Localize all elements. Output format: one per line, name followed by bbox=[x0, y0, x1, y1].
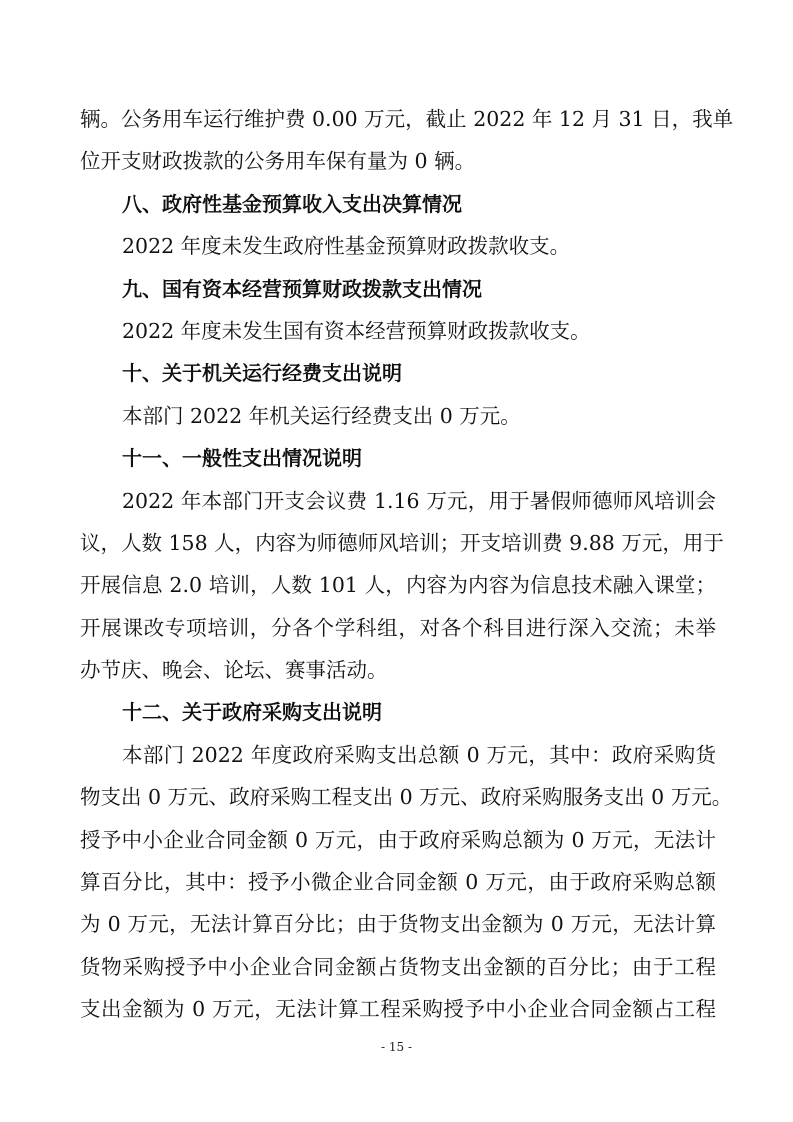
paragraph-line: 算百分比，其中：授予小微企业合同金额 0 万元，由于政府采购总额 bbox=[80, 870, 716, 895]
paragraph-line: 2022 年度未发生政府性基金预算财政拨款收支。 bbox=[122, 234, 571, 259]
paragraph-line: 议，人数 158 人，内容为师德师风培训；开支培训费 9.88 万元，用于 bbox=[80, 530, 724, 555]
section-heading-9: 九、国有资本经营预算财政拨款支出情况 bbox=[122, 276, 482, 301]
paragraph-line: 本部门 2022 年度政府采购支出总额 0 万元，其中：政府采购货 bbox=[122, 742, 716, 767]
paragraph-line: 支出金额为 0 万元，无法计算工程采购授予中小企业合同金额占工程 bbox=[80, 997, 716, 1022]
paragraph-line: 办节庆、晚会、论坛、赛事活动。 bbox=[80, 658, 388, 683]
paragraph-line: 货物采购授予中小企业合同金额占货物支出金额的百分比；由于工程 bbox=[80, 954, 716, 979]
paragraph-line: 辆。公务用车运行维护费 0.00 万元，截止 2022 年 12 月 31 日，我单 bbox=[80, 107, 734, 131]
paragraph-line: 2022 年本部门开支会议费 1.16 万元，用于暑假师德师风培训会 bbox=[122, 488, 716, 513]
section-heading-10: 十、关于机关运行经费支出说明 bbox=[122, 361, 402, 386]
section-heading-12: 十二、关于政府采购支出说明 bbox=[122, 700, 382, 725]
paragraph-line: 开展课改专项培训，分各个学科组，对各个科目进行深入交流；未举 bbox=[80, 615, 716, 640]
paragraph-line: 物支出 0 万元、政府采购工程支出 0 万元、政府采购服务支出 0 万元。 bbox=[80, 785, 733, 810]
document-body bbox=[80, 98, 734, 1031]
section-heading-8: 八、政府性基金预算收入支出决算情况 bbox=[122, 191, 462, 216]
paragraph-line: 位开支财政拨款的公务用车保有量为 0 辆。 bbox=[80, 149, 476, 174]
paragraph-line: 2022 年度未发生国有资本经营预算财政拨款收支。 bbox=[122, 318, 591, 343]
paragraph-line: 开展信息 2.0 培训，人数 101 人，内容为内容为信息技术融入课堂； bbox=[80, 573, 716, 598]
paragraph-line: 授予中小企业合同金额 0 万元，由于政府采购总额为 0 万元，无法计 bbox=[80, 827, 716, 852]
paragraph-line: 本部门 2022 年机关运行经费支出 0 万元。 bbox=[122, 403, 521, 428]
page-number: - 15 - bbox=[380, 1040, 412, 1054]
section-heading-11: 十一、一般性支出情况说明 bbox=[122, 446, 362, 471]
paragraph-line: 为 0 万元，无法计算百分比；由于货物支出金额为 0 万元，无法计算 bbox=[80, 912, 716, 937]
